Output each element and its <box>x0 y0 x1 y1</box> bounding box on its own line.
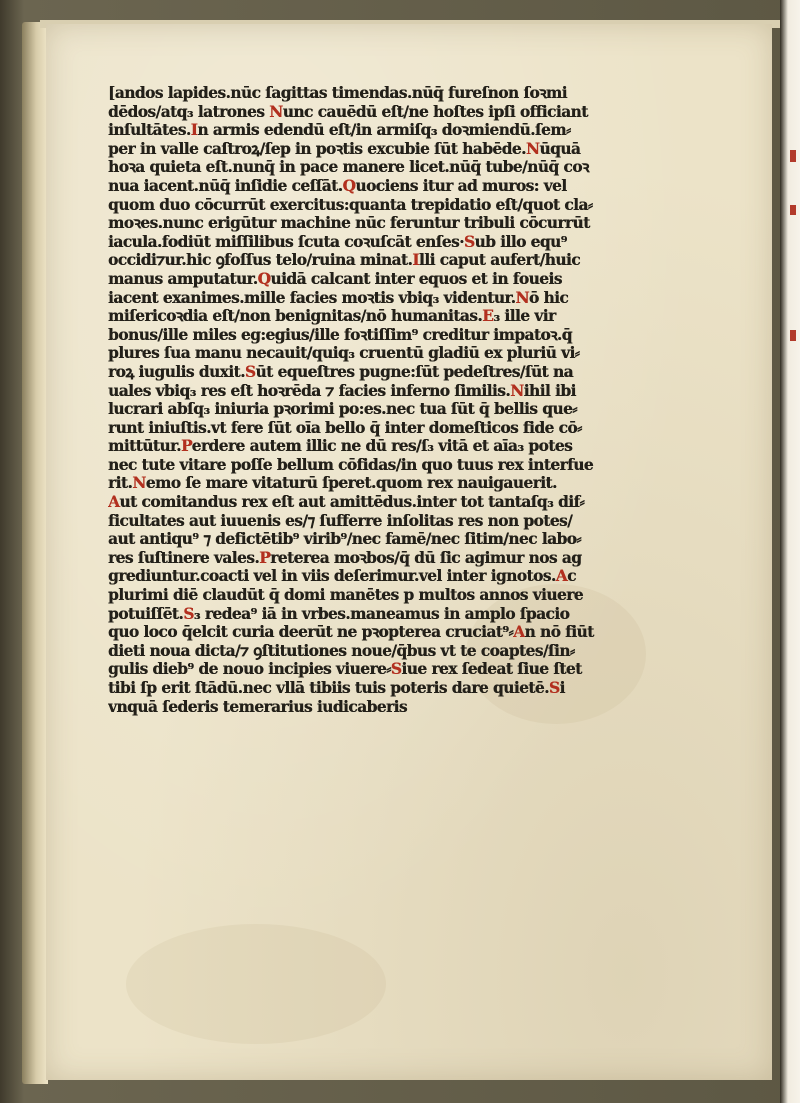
text-line <box>108 698 688 717</box>
text-segment: quo loco q̄elcit curia deerūt ne pꝛopterea cruciat⁹⸗ <box>108 623 514 642</box>
text-segment: manus amputatur. <box>108 269 258 288</box>
text-segment: occidi⁊ur.hic ꝯfoſſus telo/ruina minat. <box>108 251 413 270</box>
text-segment: per in valle caſtroꝝ/ſep in poꝛtis excubie ſūt habēde. <box>108 139 526 158</box>
text-line <box>108 103 688 122</box>
text-segment: iacula.fodiūt miſſilibus ſcuta coꝛuſcāt enſes· <box>108 232 464 251</box>
text-line <box>108 530 688 549</box>
rubricated-initial: A <box>513 623 525 642</box>
text-line <box>108 177 688 196</box>
text-line <box>108 214 688 233</box>
rubricated-initial: P <box>180 437 192 456</box>
text-segment: uidā calcant inter equos et in foueis <box>270 269 562 288</box>
text-segment: miſericoꝛdia eſt/non benignitas/nō humanitas. <box>108 307 483 326</box>
text-segment: ub illo equ⁹ <box>474 232 567 251</box>
rubricated-initial: S <box>548 679 560 697</box>
text-segment: uales vbiq₃ res eſt hoꝛrēda ⁊ facies inferno ſimilis. <box>108 381 511 400</box>
text-segment: ūquā <box>539 139 581 158</box>
rubricated-initial: S <box>183 604 194 623</box>
text-line <box>108 140 688 159</box>
binding-edge <box>22 22 48 1084</box>
text-segment: emo ſe mare vitaturū ſperet.quom rex nauigauerit. <box>145 474 557 493</box>
text-segment: plures ſua manu necauit/quiq₃ cruentū gladiū ex pluriū vi⸗ <box>108 344 580 363</box>
text-segment: dieti noua dicta/⁊ ꝯſtitutiones noue/q̄bus vt te coaptes/ſin⸗ <box>108 641 575 660</box>
text-segment: [andos lapides.nūc ſagittas timendas.nūq̄ fureſnon ſoꝛmi <box>108 84 567 102</box>
text-segment: n armis edendū eſt/in armiſq₃ doꝛmiendū.ſem⸗ <box>197 121 571 140</box>
text-segment: res ſuſtinere vales. <box>108 548 260 567</box>
rubricated-initial: N <box>510 381 524 400</box>
text-segment: ₃ ille vir <box>493 307 556 326</box>
text-line <box>108 400 688 419</box>
text-line <box>108 233 688 252</box>
text-line <box>108 251 688 270</box>
text-segment: iacent exanimes.mille facies moꝛtis vbiq₃ videntur. <box>108 288 516 307</box>
text-line <box>108 158 688 177</box>
text-segment: dēdos/atq₃ latrones <box>108 102 270 121</box>
text-segment: unc cauēdū eſt/ne hoſtes ipſi officiant <box>282 102 588 121</box>
text-line <box>108 679 688 698</box>
text-line <box>108 605 688 624</box>
text-segment: c <box>567 567 576 586</box>
rubricated-initial: I <box>412 251 419 270</box>
text-line <box>108 121 688 140</box>
text-segment: nua iacent.nūq̄ inſidie ceſſāt. <box>108 176 343 195</box>
text-segment: potuiſſēt. <box>108 604 184 623</box>
text-column <box>108 84 688 716</box>
edge-rubric-mark <box>790 330 796 341</box>
text-line <box>108 437 688 456</box>
text-segment: grediuntur.coacti vel in viis deſerimur.vel inter ignotos. <box>108 567 556 586</box>
text-segment: iue rex ſedeat ſiue ſtet <box>401 660 582 679</box>
rubricated-initial: I <box>190 121 198 140</box>
text-segment: ō hic <box>528 288 569 307</box>
rubricated-initial: P <box>259 548 271 567</box>
text-segment: vnquā ſederis temerarius iudicaberis <box>108 697 407 716</box>
text-line <box>108 289 688 308</box>
text-segment: hoꝛa quieta eſt.nunq̄ in pace manere licet.nūq̄ tube/nūq̄ coꝛ <box>108 158 589 177</box>
text-segment: i <box>559 679 565 697</box>
text-line <box>108 493 688 512</box>
edge-rubric-mark <box>790 205 796 215</box>
text-segment: mittūtur. <box>108 437 181 456</box>
text-line <box>108 307 688 326</box>
text-segment: plurimi diē claudūt q̄ domi manētes p multos annos viuere <box>108 586 583 605</box>
text-line <box>108 567 688 586</box>
rubricated-initial: N <box>269 102 283 121</box>
text-segment: moꝛes.nunc erigūtur machine nūc feruntur tribuli cōcurrūt <box>108 214 590 233</box>
rubricated-initial: Q <box>257 269 271 288</box>
text-segment: tibi ſp erit ſtādū.nec vllā tibiis tuis poteris dare quietē. <box>108 679 549 697</box>
rubricated-initial: N <box>132 474 146 493</box>
edge-rubric-mark <box>790 150 796 162</box>
text-segment: inſultātes. <box>108 121 191 140</box>
text-segment: ūt equeſtres pugne:ſūt pedeſtres/ſūt na <box>255 362 573 381</box>
rubricated-initial: N <box>515 288 529 307</box>
text-line <box>108 642 688 661</box>
rubricated-initial: S <box>390 660 402 679</box>
text-segment: roꝝ iugulis duxit. <box>108 362 245 381</box>
text-line <box>108 660 688 679</box>
rubricated-initial: N <box>525 139 540 158</box>
text-line <box>108 382 688 401</box>
text-line <box>108 196 688 215</box>
rubricated-initial: A <box>555 567 568 586</box>
text-segment: reterea moꝛbos/q̄ dū ſic agimur nos ag <box>270 548 582 567</box>
rubricated-initial: S <box>244 362 256 381</box>
text-segment: ₃ redea⁹ iā in vrbes.maneamus in amplo ſpacio <box>193 604 570 623</box>
text-segment: bonus/ille miles eg:egius/ille foꝛtiſſim⁹ creditur impatoꝛ.q̄ <box>108 325 572 344</box>
text-segment: gulis dieb⁹ de nouo incipies viuere⸗ <box>108 660 391 679</box>
text-line <box>108 270 688 289</box>
text-line <box>108 419 688 438</box>
text-segment: lucrari abſq₃ iniuria pꝛorimi po:es.nec tua ſūt q̄ bellis que⸗ <box>108 400 577 419</box>
text-line <box>108 623 688 642</box>
text-segment: runt iniuſtis.vt fere ſūt oīa bello q̄ inter domeſticos fide cō⸗ <box>108 418 582 437</box>
text-segment: uociens itur ad muros: vel <box>355 176 567 195</box>
text-line <box>108 344 688 363</box>
text-segment: nec tute vitare poſſe bellum cōfidas/in quo tuus rex interfue <box>108 455 594 474</box>
text-segment: ut comitandus rex eſt aut amittēdus.inter tot tantaſq₃ dif⸗ <box>119 493 585 512</box>
rubricated-initial: A <box>108 493 120 512</box>
text-line <box>108 363 688 382</box>
paper-stain <box>126 924 386 1044</box>
text-line <box>108 512 688 531</box>
text-segment: erdere autem illic ne dū res/ſ₃ vitā et aīa₃ potes <box>191 437 573 456</box>
text-line <box>108 586 688 605</box>
text-line <box>108 456 688 475</box>
text-segment: ihil ibi <box>523 381 576 400</box>
rubricated-initial: Q <box>342 176 356 195</box>
text-line <box>108 326 688 345</box>
text-line <box>108 474 688 493</box>
rubricated-initial: E <box>482 307 494 326</box>
text-segment: lli caput aufert/huic <box>418 251 581 270</box>
text-segment: ficultates aut iuuenis es/⁊ ſufferre inſolitas res non potes/ <box>108 511 573 530</box>
text-line <box>108 84 688 103</box>
text-segment: n nō fiūt <box>524 623 594 642</box>
text-line <box>108 549 688 568</box>
rubricated-initial: S <box>463 232 475 251</box>
next-page-edge <box>780 0 800 1103</box>
text-segment: quom duo cōcurrūt exercitus:quanta trepidatio eſt/quot cla⸗ <box>108 195 593 214</box>
text-segment: aut antiqu⁹ ⁊ defictētib⁹ virib⁹/nec famē/nec ſitim/nec labo⸗ <box>108 530 581 549</box>
text-segment: rit. <box>108 474 133 493</box>
